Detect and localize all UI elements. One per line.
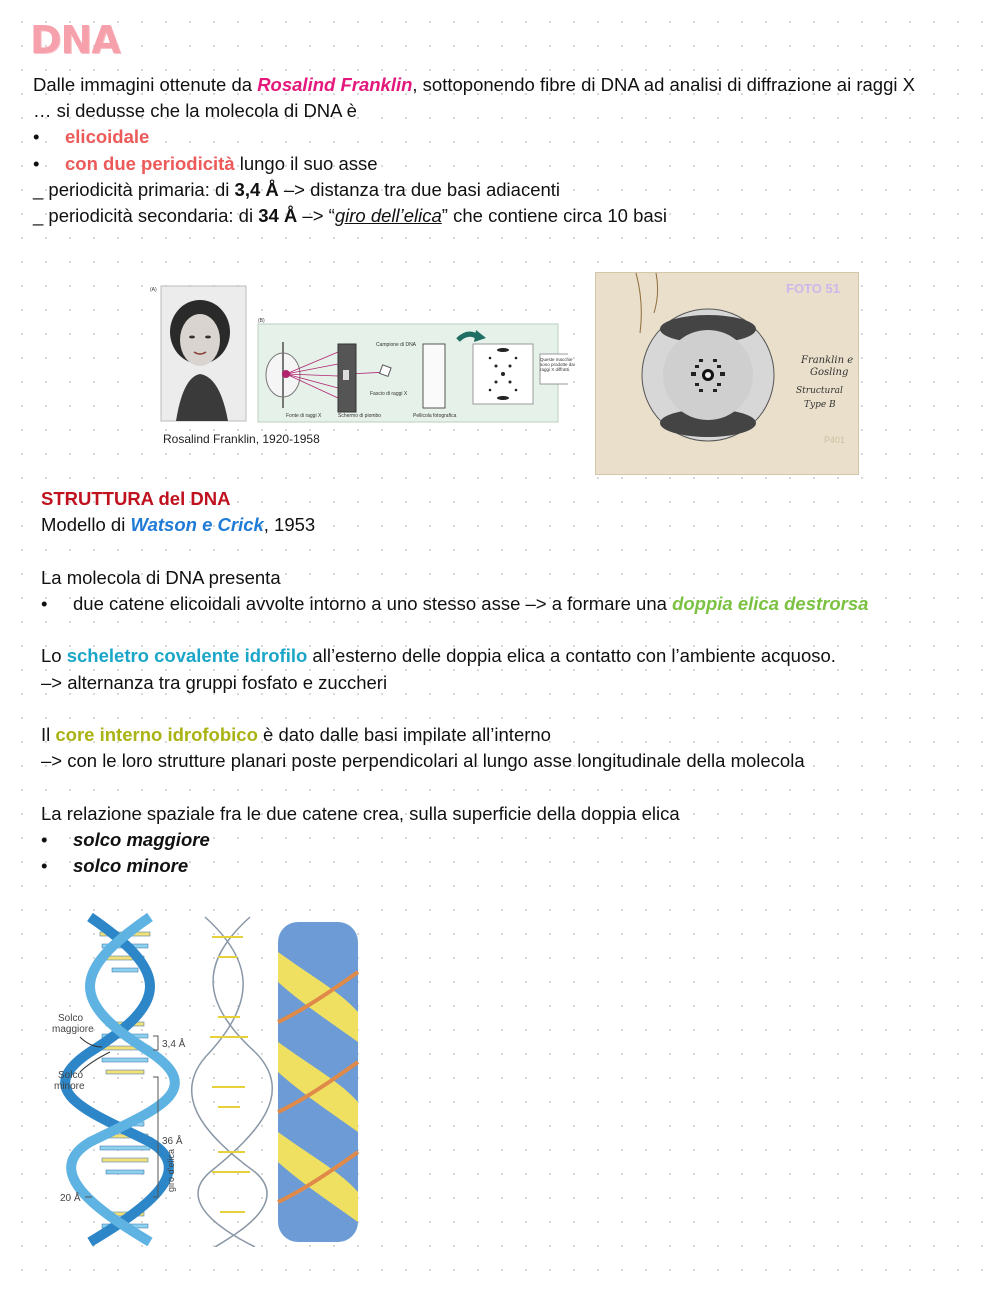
bullet-doppia-elica: • due catene elicoidali avvolte intorno a uno stesso asse –> a formare una doppia elica destrorsa	[41, 593, 869, 614]
fig-label-b: (B)	[258, 318, 265, 324]
label-giro: giro d’elica	[166, 1148, 176, 1192]
page-title: DNA	[30, 18, 120, 62]
core-line: Il core interno idrofobico è dato dalle basi impilate all’interno	[41, 724, 551, 745]
label-fascio: Fascio di raggi X	[370, 391, 408, 397]
intro-line-1: Dalle immagini ottenute da Rosalind Franklin, sottoponendo fibre di DNA ad analisi di diffrazione ai raggi X	[33, 74, 915, 95]
periodicita-primaria: _ periodicità primaria: di 3,4 Å –> distanza tra due basi adiacenti	[33, 179, 561, 200]
handwriting-5: P401	[824, 435, 846, 445]
handwriting-2: Gosling	[810, 367, 849, 378]
photo-51	[595, 272, 859, 475]
planari-line: –> con le loro strutture planari poste perpendicolari al lungo asse longitudinale della molecola	[41, 750, 805, 771]
callout-text: Queste macchie sono prodotte dai raggi X diffratti.	[540, 357, 575, 372]
bullet-periodicita: • con due periodicità lungo il suo asse	[33, 153, 378, 174]
label-solco-minore-2: minore	[54, 1081, 85, 1092]
handwriting-1: Franklin e	[801, 355, 854, 366]
double-helix-figure	[40, 912, 370, 1247]
intro-line-2: … si dedusse che la molecola di DNA è	[33, 100, 357, 121]
label-schermo: Schermo di piombo	[338, 413, 382, 419]
label-campione: Campione di DNA	[376, 342, 417, 348]
model-line: Modello di Watson e Crick, 1953	[41, 514, 316, 535]
periodicita-secondaria: _ periodicità secondaria: di 34 Å –> “giro dell’elica” che contiene circa 10 basi	[33, 205, 668, 226]
label-solco-maggiore-2: maggiore	[52, 1024, 94, 1035]
space-filling-model	[278, 922, 358, 1242]
label-pellicola: Pellicola fotografica	[413, 413, 457, 419]
bullet-elicoidale: • elicoidale	[33, 126, 150, 147]
bullet-solco-minore: • solco minore	[41, 855, 189, 876]
bullet-solco-maggiore: • solco maggiore	[41, 829, 210, 850]
presenta-line: La molecola di DNA presenta	[41, 567, 281, 588]
diffraction-figure	[148, 282, 568, 432]
label-34: 3,4 Å	[162, 1039, 186, 1050]
handwriting-3: Structural	[796, 386, 843, 396]
label-solco-maggiore-1: Solco	[58, 1013, 84, 1024]
scheletro-line: Lo scheletro covalente idrofilo all’esterno delle doppia elica a contatto con l’ambiente acquoso.	[41, 645, 836, 666]
label-20: 20 Å	[60, 1193, 81, 1204]
label-fonte: Fonte di raggi X	[286, 413, 322, 419]
label-36: 36 Å	[162, 1136, 183, 1147]
stick-model	[192, 917, 273, 1247]
relazione-line: La relazione spaziale fra le due catene crea, sulla superficie della doppia elica	[41, 803, 680, 824]
franklin-name: Rosalind Franklin	[257, 74, 413, 95]
photo-label: FOTO 51	[786, 281, 840, 296]
handwriting-4: Type B	[804, 400, 836, 410]
alternanza-line: –> alternanza tra gruppi fosfato e zuccheri	[41, 672, 388, 693]
section-heading: STRUTTURA del DNA	[41, 488, 231, 509]
fig-label-a: (A)	[150, 287, 157, 293]
label-solco-minore-1: Solco	[58, 1070, 84, 1081]
franklin-caption: Rosalind Franklin, 1920-1958	[163, 432, 320, 446]
